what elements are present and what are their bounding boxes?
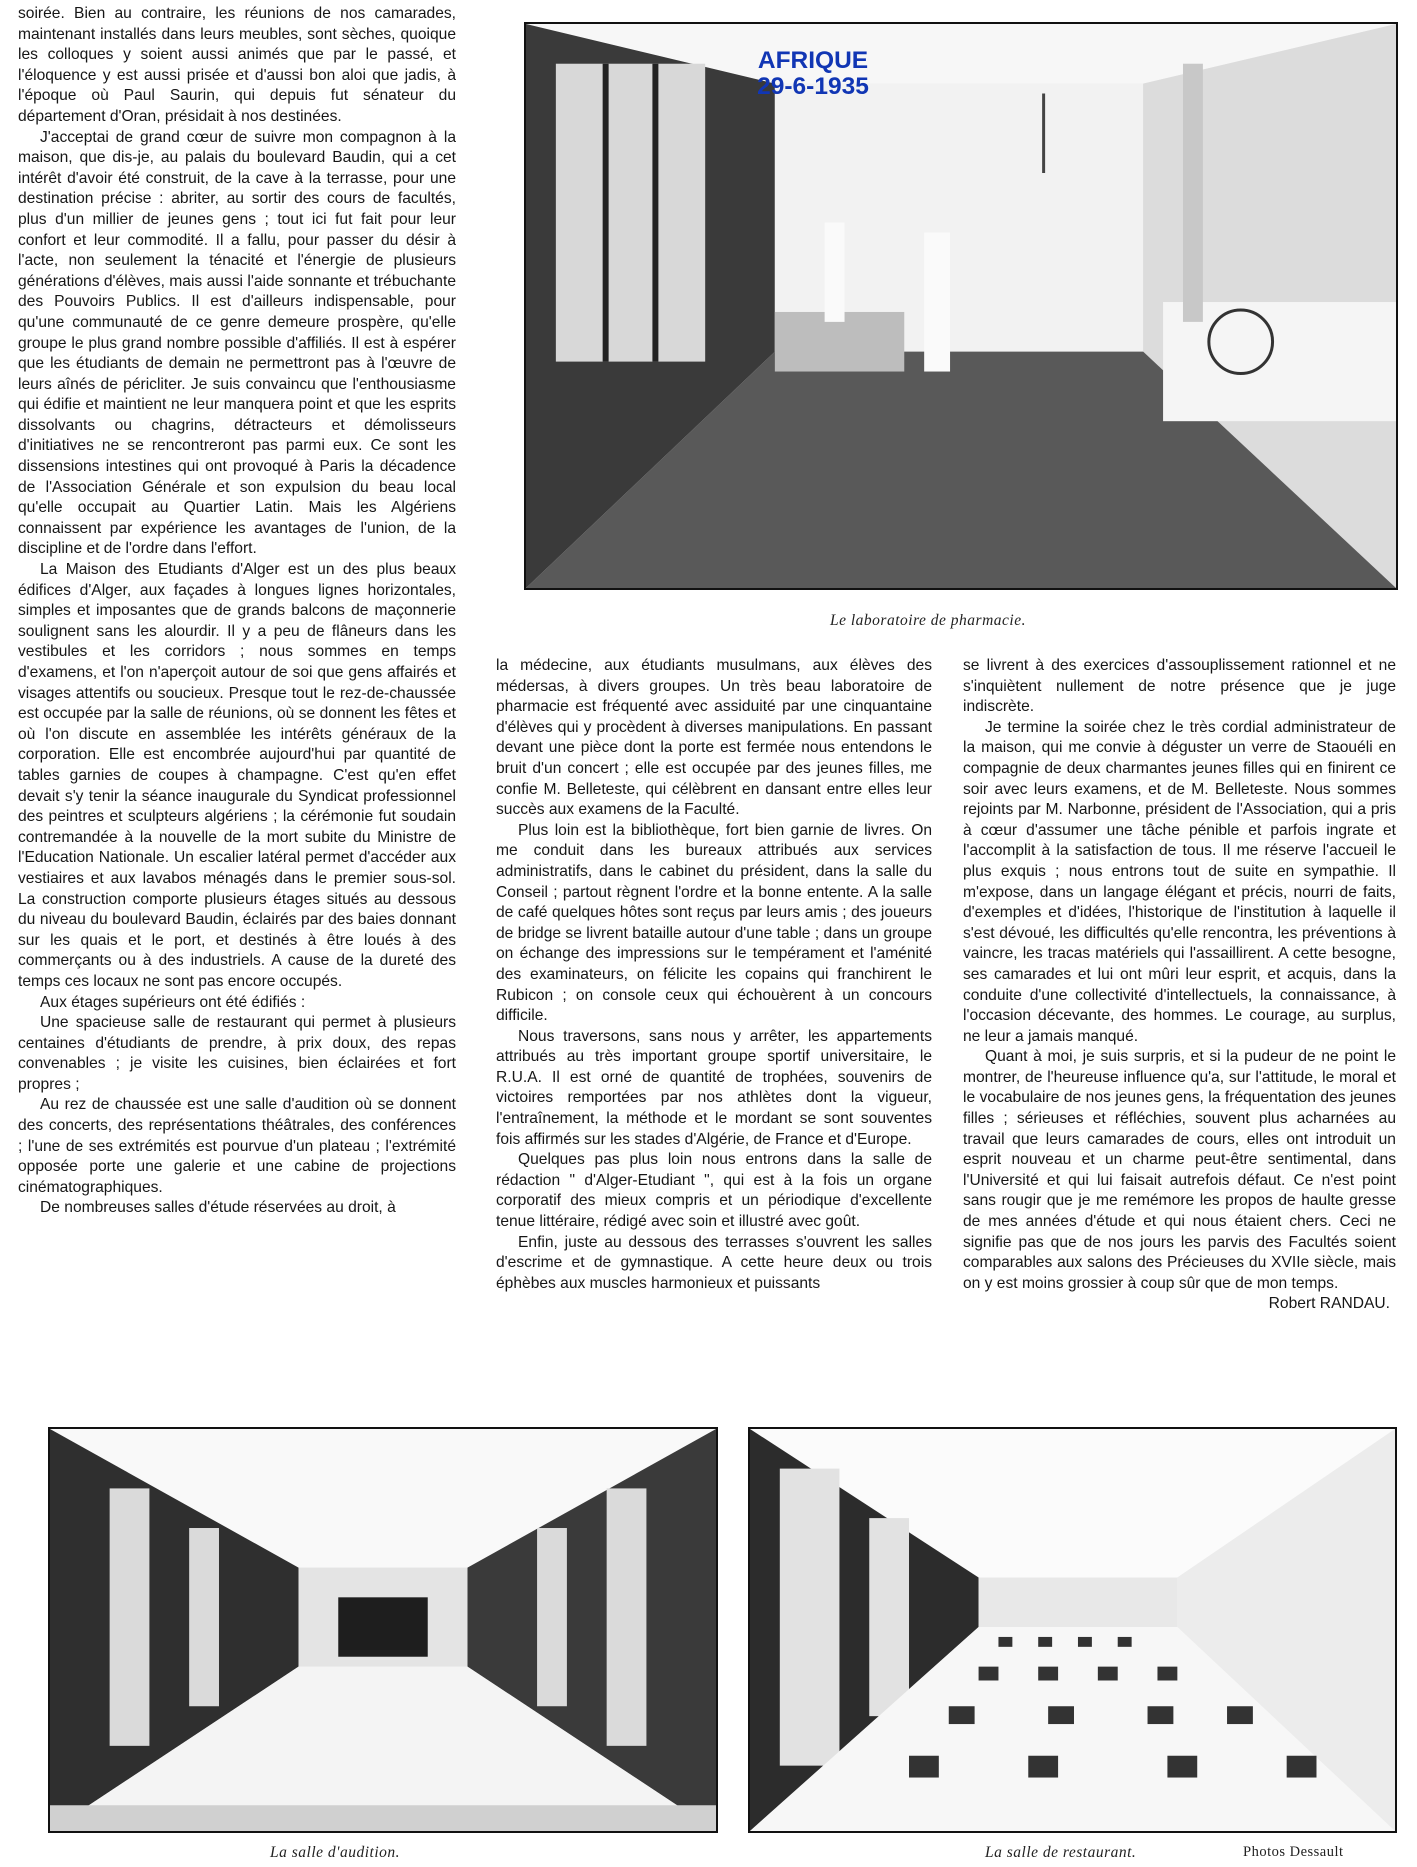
- paragraph: Quelques pas plus loin nous entrons dans la salle de rédaction " d'Alger-Etudiant ", qui est à la fois un organe corporatif des mieux compris et un périodique d'excellente tenue littéraire, rédigé avec soin et illustré avec goût.: [496, 1151, 932, 1231]
- paragraph: la médecine, aux étudiants musulmans, aux élèves des médersas, à divers groupes. Un très beau laboratoire de pharmacie est fréquenté avec assiduité par une cinquantaine d'élèves qui y procèdent à diverses manipulations. En passant devant une pièce dont la porte est fermée nous entendons le bruit d'un concert ; elle est occupée par des jeunes filles, me confie M. Belleteste, qui célèbrent en dansant entre elles leur succès aux examens de la Faculté.: [496, 657, 932, 819]
- restaurant-photo: [748, 1427, 1397, 1833]
- paragraph: Plus loin est la bibliothèque, fort bien garnie de livres. On me conduit dans les bureaux attribués aux services administratifs, dans le cabinet du président, dans la salle du Conseil ; partout règnent l'ordre et la bonne entente. A la salle de café quelques hôtes sont reçus par leurs amis ; des joueurs de bridge se livrent bataille autour d'une table ; dans un groupe on échange des impressions sur le tempérament et l'aménité des examinateurs, on félicite les copains qui franchirent le Rubicon ; on console ceux qui échouèrent à un concours difficile.: [496, 821, 932, 1025]
- paragraph: Enfin, juste au dessous des terrasses s'ouvrent les salles d'escrime et de gymnastique. A cette heure deux ou trois éphèbes aux muscles harmonieux et puissants: [496, 1233, 932, 1292]
- stamp-title: AFRIQUE: [757, 47, 869, 74]
- paragraph: Au rez de chaussée est une salle d'audition où se donnent des concerts, des représentations théâtrales, des conférences ; l'une de ses extrémités est pourvue d'un plateau ; l'extrémité opposée porte une galerie et une cabine de projections cinématographiques.: [18, 1096, 456, 1196]
- paragraph: La Maison des Etudiants d'Alger est un des plus beaux édifices d'Alger, aux façades à longues lignes horizontales, simples et imposantes que de grands balcons de maçonnerie soulignent sans les alourdir. Il y a peu de flâneurs dans les vestibules et les corridors ; nous sommes en temps d'examens, et l'on n'aperçoit autour de soi que gens affairés et visages attentifs ou soucieux. Presque tout le rez-de-chaussée est occupée par la salle de réunions, où se donnent les fêtes et où l'on discute en assemblée les intérêts généraux de la corporation. Elle est encombrée aujourd'hui par quantité de tables garnies de coupes à champagne. C'est qu'en effet devait s'y tenir la séance inaugurale du Syndicat professionnel des peintres et sculpteurs algériens ; la cérémonie fut soudain contremandée à la nouvelle de la mort subite du Ministre de l'Education Nationale. Un escalier latéral permet d'accéder aux vestiaires et aux lavabos ménagés dans le premier sous-sol. La construction comporte plusieurs étages situés au dessous du niveau du boulevard Baudin, éclairés par des baies donnant sur les quais et le port, et destinés à être loués à des commerçants ou à des industriels. A cause de la dureté des temps ces locaux ne sont pas encore occupés.: [18, 561, 456, 990]
- paragraph: Quant à moi, je suis surpris, et si la pudeur de ne point le montrer, de l'heureuse influence qu'a, sur l'attitude, le moral et le vocabulaire de nos jeunes gens, la fréquentation des jeunes filles ; sérieuses et réfléchies, souvent plus acharnées au travail que leurs camarades de cours, elles ont introduit un esprit nouveau et un charme peut-être sentimental, dans l'Université et qui lui faisait autrefois défaut. Ce n'est point sans rougir que je me remémore les propos de haulte gresse de mes années d'étude et qui nous étaient chers. Ceci ne signifie pas que de nos jours les parvis des Facultés soient comparables aux salons des Précieuses du XVIIe siècle, mais on y est moins grossier à coup sûr que de mon temps.: [963, 1048, 1396, 1292]
- article-column-3: [963, 656, 1396, 1378]
- paragraph: Je termine la soirée chez le très cordial administrateur de la maison, qui me convie à déguster un verre de Staouéli en compagnie de deux charmantes jeunes filles qui en finirent ce soir avec leurs examens, et de M. Belleteste. Nous sommes rejoints par M. Narbonne, président de l'Association, qui a pris à cœur d'assumer une tâche pénible et parfois ingrate et l'accomplit à la satisfaction de tous. Il me réserve l'accueil le plus exquis ; nous entrons tout de suite en sympathie. Il m'expose, dans un langage élégant et précis, nourri de faits, d'exemples et d'idées, l'historique de l'institution à laquelle il s'est dévoué, les difficultés qu'elle rencontra, les préventions à vaincre, les tracas matériels qui l'assaillirent. A cette besogne, ses camarades et lui ont mûri leur esprit, et acquis, dans la conduite d'une collectivité d'intellectuels, la connaissance, à l'occasion décevante, des hommes. Le courage, au surplus, ne leur a jamais manqué.: [963, 718, 1396, 1045]
- paragraph: J'acceptai de grand cœur de suivre mon compagnon à la maison, que dis-je, au palais du boulevard Baudin, qui a cet intérêt d'avoir été construit, de la cave à la terrasse, pour une destination précise : abriter, au sortir des cours de facultés, plus d'un millier de jeunes gens ; tout ici fut fait pour leur confort et leur commodité. Il a fallu, pour passer du désir à l'acte, non seulement la ténacité et l'énergie de plusieurs générations d'élèves, mais aussi l'aide sonnante et trébuchante des Pouvoirs Publics. Il est d'ailleurs indispensable, pour qu'une communauté de ce genre demeure prospère, qu'elle groupe le plus grand nombre possible d'affiliés. Il est à espérer que les étudiants de demain ne permettront pas à l'œuvre de leurs aînés de péricliter. Je suis convaincu que l'enthousiasme qui édifie et maintient ne leur manquera point et que les esprits dissolvants ou chagrins, détracteurs et démolisseurs d'initiatives ne se rencontreront pas parmi eux. Ce sont les dissensions intestines qui ont provoqué à Paris la décadence de l'Association Générale et son expulsion du beau local qu'elle occupait au Quartier Latin. Mais les Algériens connaissent par expérience les avantages de l'union, de la discipline et de l'ordre dans l'effort.: [18, 128, 456, 558]
- paragraph: se livrent à des exercices d'assouplissement rationnel et ne s'inquiètent nullement de notre présence que je juge indiscrète.: [963, 657, 1396, 716]
- article-column-1: [18, 4, 456, 1379]
- archive-stamp: [748, 48, 878, 100]
- paragraph: Nous traversons, sans nous y arrêter, les appartements attribués au très important groupe sportif universitaire, le R.U.A. Il est orné de quantité de trophées, souvenirs de victoires remportées par nos athlètes dont la vigueur, l'entraînement, la méthode et le mordant se sont souventes fois affirmés sur les stades d'Algérie, de France et d'Europe.: [496, 1027, 932, 1148]
- stamp-date: 29-6-1935: [757, 73, 869, 100]
- author-signature: Robert RANDAU.: [1268, 1295, 1390, 1313]
- paragraph: soirée. Bien au contraire, les réunions de nos camarades, maintenant installés dans leurs meubles, sont sèches, quoique les colloques y soient aussi animés que par le passé, et l'éloquence y est aussi prisée et d'aussi bon aloi que jadis, à l'époque où Paul Saurin, qui depuis fut sénateur du département d'Oran, présidait à nos destinées.: [18, 5, 456, 125]
- laboratory-photo: [524, 22, 1398, 590]
- paragraph: Une spacieuse salle de restaurant qui permet à plusieurs centaines d'étudiants de prendre, à prix doux, des repas convenables ; je visite les cuisines, bien éclairées et fort propres ;: [18, 1014, 456, 1093]
- auditorium-photo: [48, 1427, 718, 1833]
- laboratory-caption: Le laboratoire de pharmacie.: [830, 612, 1026, 629]
- auditorium-caption: La salle d'audition.: [270, 1844, 401, 1861]
- paragraph: De nombreuses salles d'étude réservées au droit, à: [40, 1199, 396, 1217]
- photo-credit: Photos Dessault: [1243, 1844, 1344, 1860]
- article-column-2: [496, 656, 932, 1378]
- paragraph: Aux étages supérieurs ont été édifiés :: [40, 993, 306, 1011]
- restaurant-caption: La salle de restaurant.: [985, 1844, 1137, 1861]
